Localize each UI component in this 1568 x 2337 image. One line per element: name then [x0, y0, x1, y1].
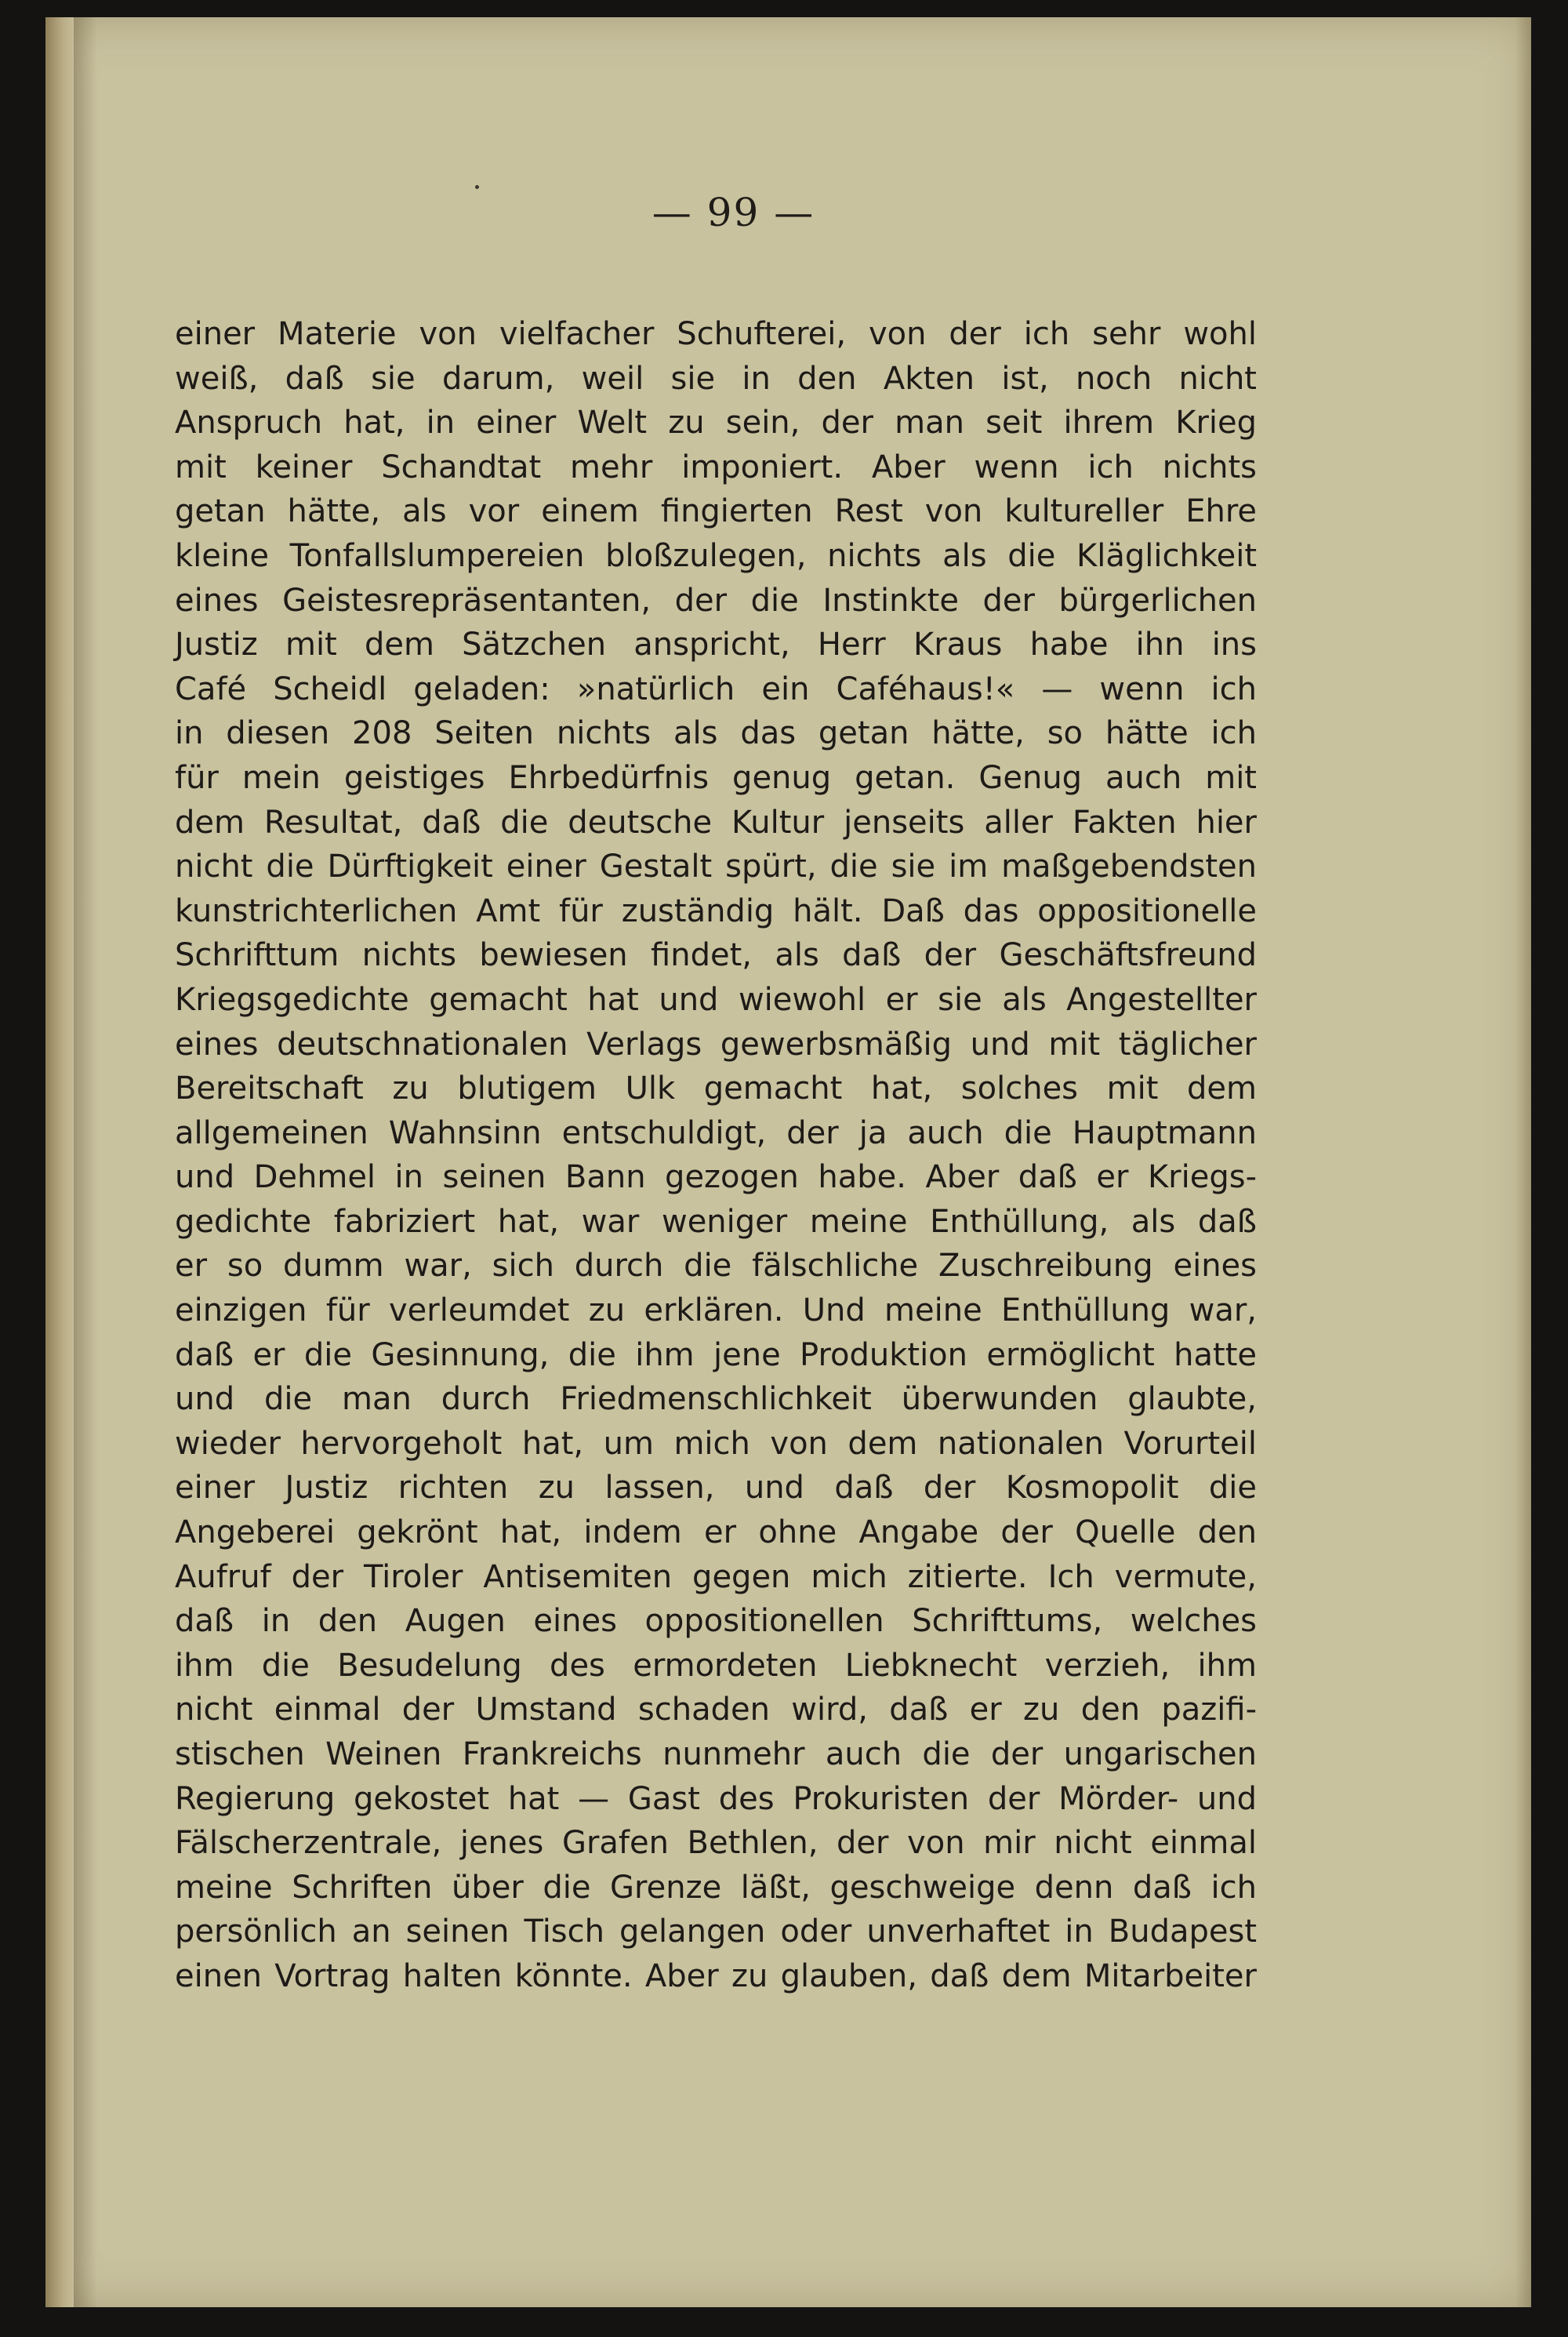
- text-line: daß er die Gesinnung, die ihm jene Produktion ermöglicht hatte: [175, 1336, 1257, 1373]
- text-line: nicht die Dürftigkeit einer Gestalt spürt, die sie im maßgebendsten: [175, 849, 1257, 885]
- text-line: er so dumm war, sich durch die fälschliche Zuschreibung eines: [175, 1248, 1257, 1285]
- text-line: und Dehmel in seinen Bann gezogen habe. Aber daß er Kriegs-: [175, 1159, 1257, 1196]
- text-line: mit keiner Schandtat mehr imponiert. Aber wenn ich nichts: [175, 449, 1257, 485]
- text-line: gedichte fabriziert hat, war weniger meine Enthüllung, als daß: [175, 1203, 1257, 1240]
- text-line: daß in den Augen eines oppositionellen Schrifttums, welches: [175, 1603, 1257, 1640]
- text-line: einer Justiz richten zu lassen, und daß der Kosmopolit die: [175, 1470, 1257, 1507]
- text-line: Anspruch hat, in einer Welt zu sein, der man seit ihrem Krieg: [175, 405, 1257, 442]
- text-line: ihm die Besudelung des ermordeten Liebknecht verzieh, ihm: [175, 1647, 1257, 1684]
- text-line: dem Resultat, daß die deutsche Kultur jenseits aller Fakten hier: [175, 804, 1257, 841]
- text-line: nicht einmal der Umstand schaden wird, daß er zu den pazifi-: [175, 1692, 1257, 1728]
- text-line: Angeberei gekrönt hat, indem er ohne Angabe der Quelle den: [175, 1514, 1257, 1551]
- text-line: in diesen 208 Seiten nichts als das getan hätte, so hätte ich: [175, 715, 1257, 752]
- text-line: getan hätte, als vor einem fingierten Rest von kultureller Ehre: [175, 493, 1257, 530]
- text-line: für mein geistiges Ehrbedürfnis genug getan. Genug auch mit: [175, 759, 1257, 796]
- page-fold: [1515, 17, 1531, 2307]
- ink-speck: [475, 185, 479, 189]
- page-edge: [45, 17, 74, 2307]
- text-line: Fälscherzentrale, jenes Grafen Bethlen, der von mir nicht einmal: [175, 1825, 1257, 1862]
- text-line: einzigen für verleumdet zu erklären. Und meine Enthüllung war,: [175, 1292, 1257, 1329]
- text-line: weiß, daß sie darum, weil sie in den Akten ist, noch nicht: [175, 360, 1257, 397]
- text-line: einen Vortrag halten könnte. Aber zu glauben, daß dem Mitarbeiter: [175, 1957, 1257, 1994]
- text-line: eines deutschnationalen Verlags gewerbsmäßig und mit täglicher: [175, 1026, 1257, 1063]
- text-line: Aufruf der Tiroler Antisemiten gegen mich zitierte. Ich vermute,: [175, 1558, 1257, 1595]
- book-page: [45, 17, 1531, 2307]
- text-line: kleine Tonfallslumpereien bloßzulegen, nichts als die Kläglichkeit: [175, 537, 1257, 574]
- spine-shadow: [74, 17, 97, 2307]
- text-line: Bereitschaft zu blutigem Ulk gemacht hat, solches mit dem: [175, 1070, 1257, 1107]
- text-line: Café Scheidl geladen: »natürlich ein Caféhaus!« — wenn ich: [175, 671, 1257, 707]
- body-text: [175, 312, 1257, 1999]
- page-number: — 99 —: [652, 190, 815, 235]
- text-line: Regierung gekostet hat — Gast des Prokuristen der Mörder- und: [175, 1780, 1257, 1817]
- text-line: Justiz mit dem Sätzchen anspricht, Herr Kraus habe ihn ins: [175, 627, 1257, 663]
- text-line: persönlich an seinen Tisch gelangen oder unverhaftet in Budapest: [175, 1914, 1257, 1950]
- text-line: und die man durch Friedmenschlichkeit überwunden glaubte,: [175, 1381, 1257, 1418]
- text-line: wieder hervorgeholt hat, um mich von dem nationalen Vorurteil: [175, 1425, 1257, 1462]
- text-line: stischen Weinen Frankreichs nunmehr auch die der ungarischen: [175, 1736, 1257, 1772]
- text-line: allgemeinen Wahnsinn entschuldigt, der ja auch die Hauptmann: [175, 1114, 1257, 1151]
- text-line: kunstrichterlichen Amt für zuständig hält. Daß das oppositionelle: [175, 892, 1257, 929]
- text-line: einer Materie von vielfacher Schufterei, von der ich sehr wohl: [175, 316, 1257, 352]
- text-line: eines Geistesrepräsentanten, der die Instinkte der bürgerlichen: [175, 582, 1257, 619]
- text-line: Kriegsgedichte gemacht hat und wiewohl er sie als Angestellter: [175, 981, 1257, 1018]
- text-line: meine Schriften über die Grenze läßt, geschweige denn daß ich: [175, 1869, 1257, 1906]
- text-line: Schrifttum nichts bewiesen findet, als daß der Geschäftsfreund: [175, 937, 1257, 974]
